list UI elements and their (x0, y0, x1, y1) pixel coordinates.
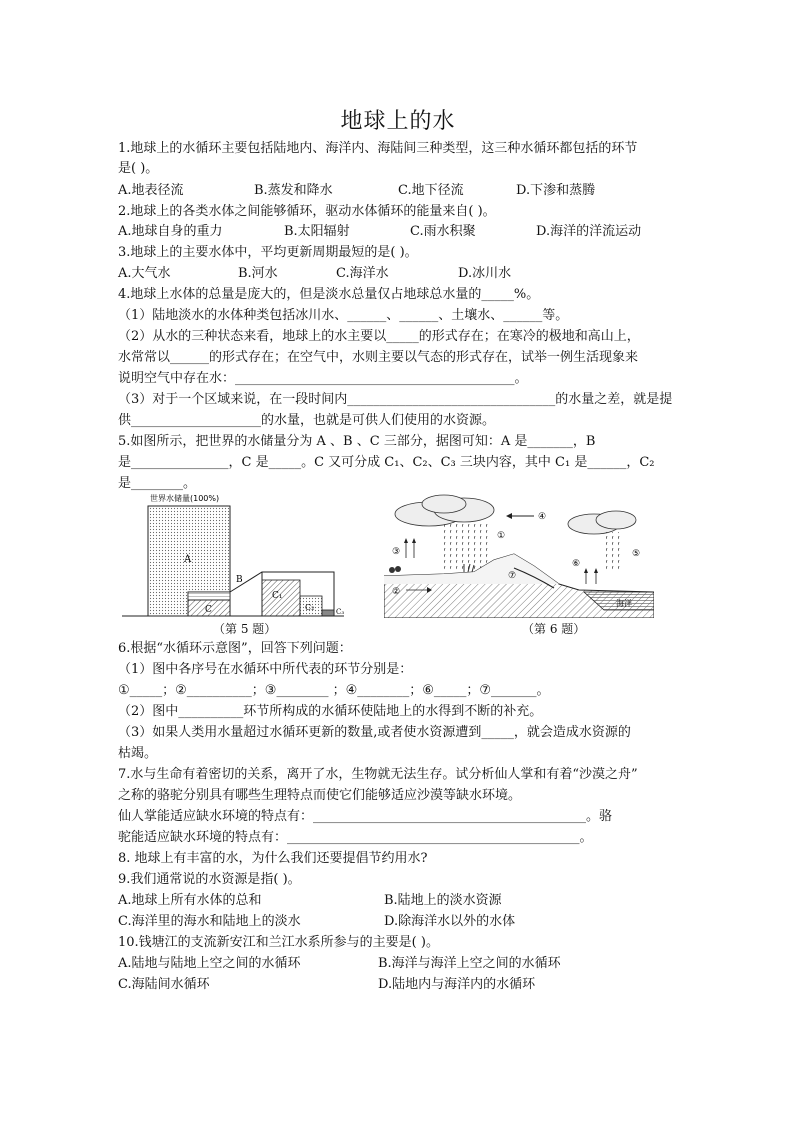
fig6-label-2: ② (392, 587, 401, 597)
q4-part3-line1: （3）对于一个区域来说，在一段时间内________________________________的水量之差，就是提 (118, 392, 673, 407)
q1-option-c: C.地下径流 (398, 183, 464, 198)
q3-option-a: A.大气水 (118, 266, 171, 281)
q6-part1: （1）图中各序号在水循环中所代表的环节分别是： (118, 662, 413, 677)
fig5-label-c: C (205, 605, 212, 615)
fig6-label-7: ⑦ (508, 571, 517, 581)
fig5-bar-c3 (322, 610, 334, 616)
q6-part3-line1: （3）如果人类用水量超过水循环更新的数量,或者使水资源遭到_____，就会造成水资源的 (118, 725, 631, 740)
figure-5-water-storage (122, 492, 352, 622)
fig5-label-c2: C₂ (305, 603, 315, 612)
q6-part2: （2）图中__________环节所构成的水循环使陆地上的水得到不断的补充。 (118, 704, 543, 719)
fig6-label-3: ③ (392, 547, 401, 557)
q7-stem-line2: 之称的骆驼分别具有哪些生理特点而使它们能够适应沙漠等缺水环境。 (118, 788, 522, 803)
q3-stem: 3.地球上的主要水体中，平均更新周期最短的是( )。 (118, 245, 418, 260)
q3-option-d: D.冰川水 (458, 266, 512, 281)
q4-part3-line2: 供____________________的水量，也就是可供人们使用的水资源。 (118, 413, 496, 428)
fig6-label-6: ⑥ (572, 559, 581, 569)
q2-option-a: A.地球自身的重力 (118, 224, 223, 239)
fig6-label-5: ⑤ (632, 549, 641, 559)
q2-option-b: B.太阳辐射 (284, 224, 350, 239)
figure-6-water-cycle (384, 494, 654, 618)
q9-option-d: D.除海洋水以外的水体 (384, 914, 516, 929)
q2-option-d: D.海洋的洋流运动 (536, 224, 642, 239)
rain-right (602, 532, 624, 572)
q4-part2-line2: 水常常以______的形式存在；在空气中，水则主要以气态的形式存在，试举一例生活现象来 (118, 350, 639, 365)
fig6-label-1: ① (497, 531, 506, 541)
fig5-label-b: B (236, 575, 243, 585)
q5-stem-line3: 是________。 (118, 476, 197, 491)
q1-option-a: A.地表径流 (118, 183, 184, 198)
q5-stem-line1: 5.如图所示，把世界的水储量分为 A 、B 、C 三部分，据图可知：A 是_______，B (118, 434, 596, 449)
q4-part1: （1）陆地淡水的水体种类包括冰川水、______、______、土壤水、______等。 (118, 308, 569, 323)
q6-stem: 6.根据“水循环示意图”，回答下列问题： (118, 641, 352, 656)
q6-part3-line2: 枯竭。 (118, 746, 158, 761)
q3-option-b: B.河水 (238, 266, 278, 281)
q2-stem: 2.地球上的各类水体之间能够循环，驱动水体循环的能量来自( )。 (118, 204, 496, 219)
q9-option-c: C.海洋里的海水和陆地上的淡水 (118, 914, 301, 929)
figure-6-caption: （第 6 题） (522, 622, 586, 636)
q10-option-b: B.海洋与海洋上空之间的水循环 (378, 956, 561, 971)
q1-stem-line1: 1.地球上的水循环主要包括陆地内、海洋内、海陆间三种类型，这三种水循环都包括的环节 (118, 141, 638, 156)
q7-stem-line1: 7.水与生命有着密切的关系，离开了水，生物就无法生存。试分析仙人掌和有着“沙漠之舟” (118, 767, 638, 782)
q2-option-c: C.雨水积聚 (410, 224, 476, 239)
q3-option-c: C.海洋水 (336, 266, 389, 281)
q4-part2-line1: （2）从水的三种状态来看，地球上的水主要以_____的形式存在；在寒冷的极地和高山上， (118, 329, 640, 344)
q10-option-a: A.陆地与陆地上空之间的水循环 (118, 956, 301, 971)
rain-left (444, 524, 492, 570)
q1-option-b: B.蒸发和降水 (254, 183, 333, 198)
figure-5-caption: （第 5 题） (213, 622, 277, 636)
q4-part2-line3: 说明空气中存在水：___________________________________________。 (118, 371, 528, 386)
q1-stem-line2: 是( )。 (118, 161, 159, 176)
fig6-label-sea: 海洋 (616, 599, 632, 608)
fig5-label-c1: C₁ (272, 591, 283, 601)
fig5-label-a: A (184, 554, 192, 565)
q5-stem-line2: 是_______________，C 是_____。C 又可分成 C₁、C₂、C₃ 三块内容，其中 C₁ 是______，C₂ (118, 455, 655, 470)
q4-stem: 4.地球上水体的总量是庞大的，但是淡水总量仅占地球总水量的_____%。 (118, 287, 540, 302)
fig5-title: 世界水储量(100%) (150, 494, 220, 503)
q8-stem: 8. 地球上有丰富的水，为什么我们还要提倡节约用水? (118, 851, 428, 866)
q10-option-d: D.陆地内与海洋内的水循环 (378, 977, 536, 992)
q10-option-c: C.海陆间水循环 (118, 977, 210, 992)
q9-option-a: A.地球上所有水体的总和 (118, 893, 262, 908)
q1-option-d: D.下渗和蒸腾 (516, 183, 596, 198)
q9-option-b: B.陆地上的淡水资源 (384, 893, 502, 908)
q6-part1-blanks: ①_____；②__________；③________ ；④________；⑥_____；⑦_______。 (118, 683, 550, 698)
q7-answer-cactus: 仙人掌能适应缺水环境的特点有：__________________________________________。骆 (118, 809, 613, 824)
fig5-label-c3: C₃ (336, 608, 345, 616)
page-title: 地球上的水 (340, 109, 456, 134)
q9-stem: 9.我们通常说的水资源是指( )。 (118, 872, 301, 887)
q7-answer-camel: 驼能适应缺水环境的特点有：_____________________________________________。 (118, 830, 593, 845)
q10-stem: 10.钱塘江的支流新安江和兰江水系所参与的主要是( )。 (118, 935, 439, 950)
fig6-label-4: ④ (538, 512, 547, 522)
